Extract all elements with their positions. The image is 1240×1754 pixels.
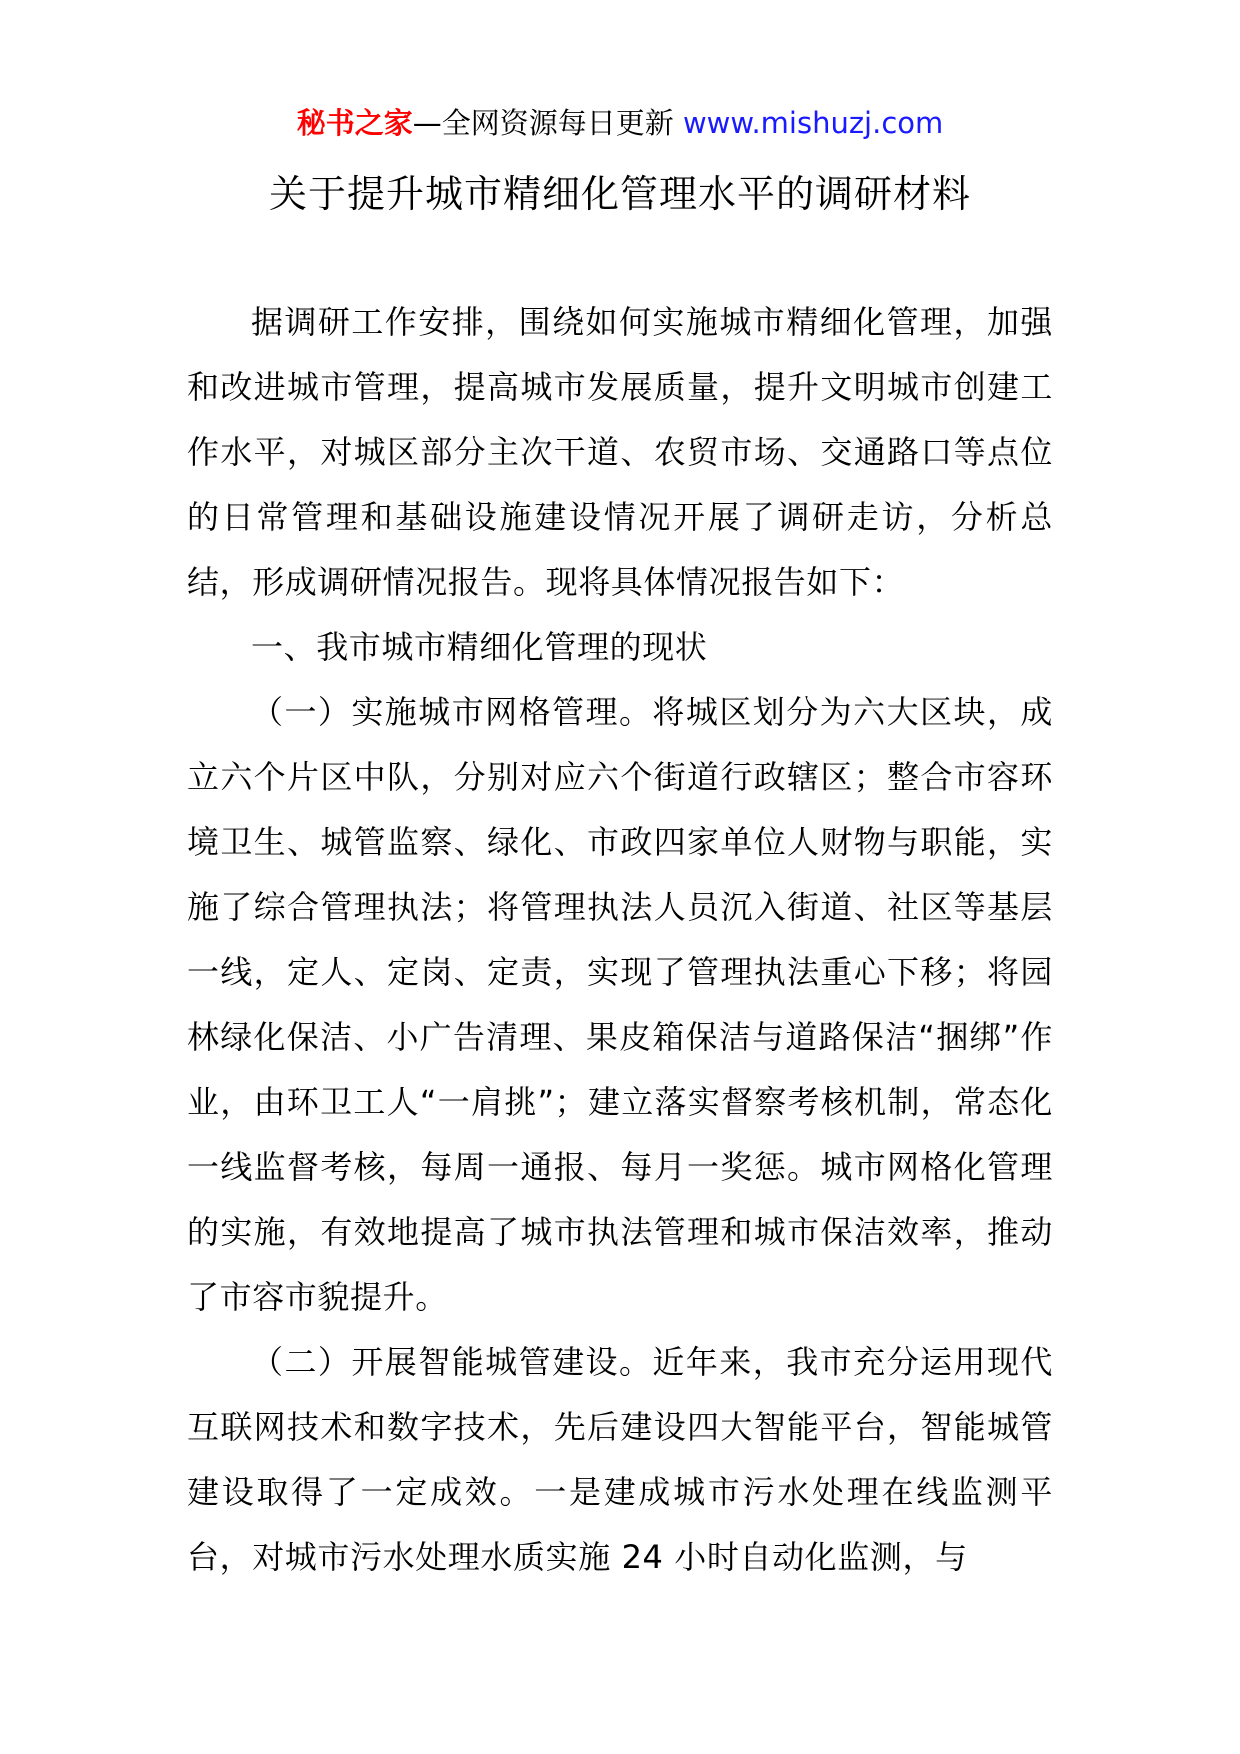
item-1-paragraph: （一）实施城市网格管理。将城区划分为六大区块，成立六个片区中队，分别对应六个街道行政辖区；整合市容环境卫生、城管监察、绿化、市政四家单位人财物与职能，实施了综合管理执法；将管理执法人员沉入街道、社区等基层一线，定人、定岗、定责，实现了管理执法重心下移；将园林绿化保洁、小广告清理、果皮箱保洁与道路保洁“捆绑”作业，由环卫工人“一肩挑”；建立落实督察考核机制，常态化一线监督考核，每周一通报、每月一奖惩。城市网格化管理的实施，有效地提高了城市执法管理和城市保洁效率，推动了市容市貌提升。 (187, 693, 1053, 1316)
intro-paragraph: 据调研工作安排，围绕如何实施城市精细化管理，加强和改进城市管理，提高城市发展质量，提升文明城市创建工作水平，对城区部分主次干道、农贸市场、交通路口等点位的日常管理和基础设施建设情况开展了调研走访，分析总结，形成调研情况报告。现将具体情况报告如下： (187, 303, 1053, 601)
document-title: 关于提升城市精细化管理水平的调研材料 (268, 172, 971, 216)
brand-name: 秘书之家 (296, 106, 413, 140)
site-header (0, 101, 1240, 145)
section-heading-1: 一、我市城市精细化管理的现状 (251, 628, 708, 666)
document-body (187, 290, 1053, 1590)
site-url-link[interactable]: www.mishuzj.com (682, 106, 944, 140)
item-2-paragraph: （二）开展智能城管建设。近年来，我市充分运用现代互联网技术和数字技术，先后建设四大智能平台，智能城管建设取得了一定成效。一是建成城市污水处理在线监测平台，对城市污水处理水质实施 24 小时自动化监测，与 (187, 1343, 1053, 1576)
header-tagline: —全网资源每日更新 (412, 106, 683, 140)
